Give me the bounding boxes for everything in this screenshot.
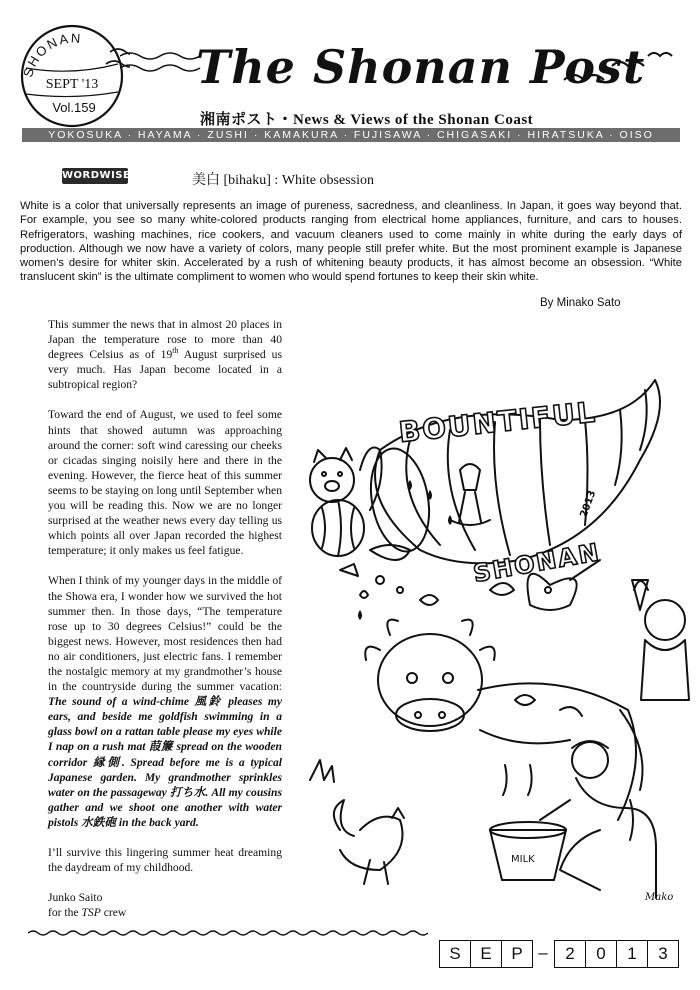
postmark-stamp xyxy=(14,16,130,132)
article-signature-name: Junko Saito xyxy=(48,891,103,905)
wordwise-heading: 美白 [bihaku] : White obsession xyxy=(192,173,374,188)
footer-wavy-rule xyxy=(28,929,428,937)
wordwise-body: White is a color that universally represents an image of pureness, sacredness, and cleanliness. In Japan, it goes way beyond that. For example, you see so many white-colored products ranging from electrical home appliances, furniture, and cars to houses. Refrigerators, washing machines, rice cookers, and vacuum cleaners used to come mainly in white during the early days of production. Although we now have a variety of colors, many people still prefer white. But the most prominent example is Japanese women’s desire for whiter skin. Accelerated by a rush of whitening beauty products, it has almost become an obsession. “White translucent skin” is the ultimate compliment to women who would spend fortunes to keep their skin white. xyxy=(20,200,682,284)
date-char: E xyxy=(470,940,502,968)
date-char: 2 xyxy=(554,940,586,968)
wordwise-badge: WORDWISE xyxy=(62,168,128,184)
date-char: S xyxy=(439,940,471,968)
date-separator: – xyxy=(538,943,548,962)
article-column xyxy=(48,317,282,920)
date-char: 0 xyxy=(585,940,617,968)
date-char: 3 xyxy=(647,940,679,968)
illustration-year: 2013 xyxy=(578,489,599,520)
stamp-arc-text: SHONAN xyxy=(20,30,83,79)
masthead-title: The Shonan Post xyxy=(196,40,646,94)
article-paragraph-4: I’ll survive this lingering summer heat dreaming the daydream of my childhood. xyxy=(48,846,282,875)
stamp-date: SEPT '13 xyxy=(45,77,99,92)
date-char: P xyxy=(501,940,533,968)
article-paragraph-2: Toward the end of August, we used to feel some hints that showed autumn was approaching around the corner: soft wind caressing our cheeks or cicadas singing noisily here and there in the evening. However, the fierce heat of this summer seems to be staying on long until September when you will be reading this. Now we are no longer surprised at the weather news every day telling us which points all over Japan recorded the highest temperature; it only makes us feel fatigue. xyxy=(48,408,282,558)
illustration-word-shonan: SHONAN xyxy=(471,538,603,588)
masthead-subtitle: 湘南ポスト・News & Views of the Shonan Coast xyxy=(200,112,534,128)
illustration-signature: Mako xyxy=(645,892,674,903)
date-char: 1 xyxy=(616,940,648,968)
stamp-volume: Vol.159 xyxy=(52,100,96,115)
city-list-bar: YOKOSUKA · HAYAMA · ZUSHI · KAMAKURA · FUJISAWA · CHIGASAKI · HIRATSUKA · OISO xyxy=(22,128,680,142)
illustration-word-bountiful: BOUNTIFUL xyxy=(397,395,599,449)
bountiful-shonan-illustration xyxy=(300,360,690,915)
wordwise-byline: By Minako Sato xyxy=(540,297,621,309)
illustration-bucket-label: MILK xyxy=(511,854,535,865)
seagulls-icon xyxy=(562,52,674,92)
issue-date-box xyxy=(439,940,678,968)
article-paragraph-3: When I think of my younger days in the middle of the Showa era, I wonder how we survived the hot summer then. In those days, “The temperature rose up to 30 degrees Celsius!” could be the biggest news. However, most residences then had no air conditioners, just electric fans. I remember the nostalgic memory at my grandmother’s house in the countryside during the summer vacation: The sound of a wind-chime 風鈴 pleases my ears, and beside me goldfish swimming in a glass bowl on a rattan table please my eyes while I nap on a rush mat 葭簾 spread on the wooden corridor 縁側. Spread before me is a typical Japanese garden. My grandmother sprinkles water on the passageway 打ち水. All my cousins gather and we shoot one another with water pistols 水鉄砲 in the back yard. xyxy=(48,574,282,829)
article-paragraph-1: This summer the news that in almost 20 places in Japan the temperature rose to more than 40 degrees Celsius as of 19th August surprised us very much. Has Japan become located in a subtropical region? xyxy=(48,318,282,392)
article-signature-crew: for the TSP crew xyxy=(48,906,127,920)
